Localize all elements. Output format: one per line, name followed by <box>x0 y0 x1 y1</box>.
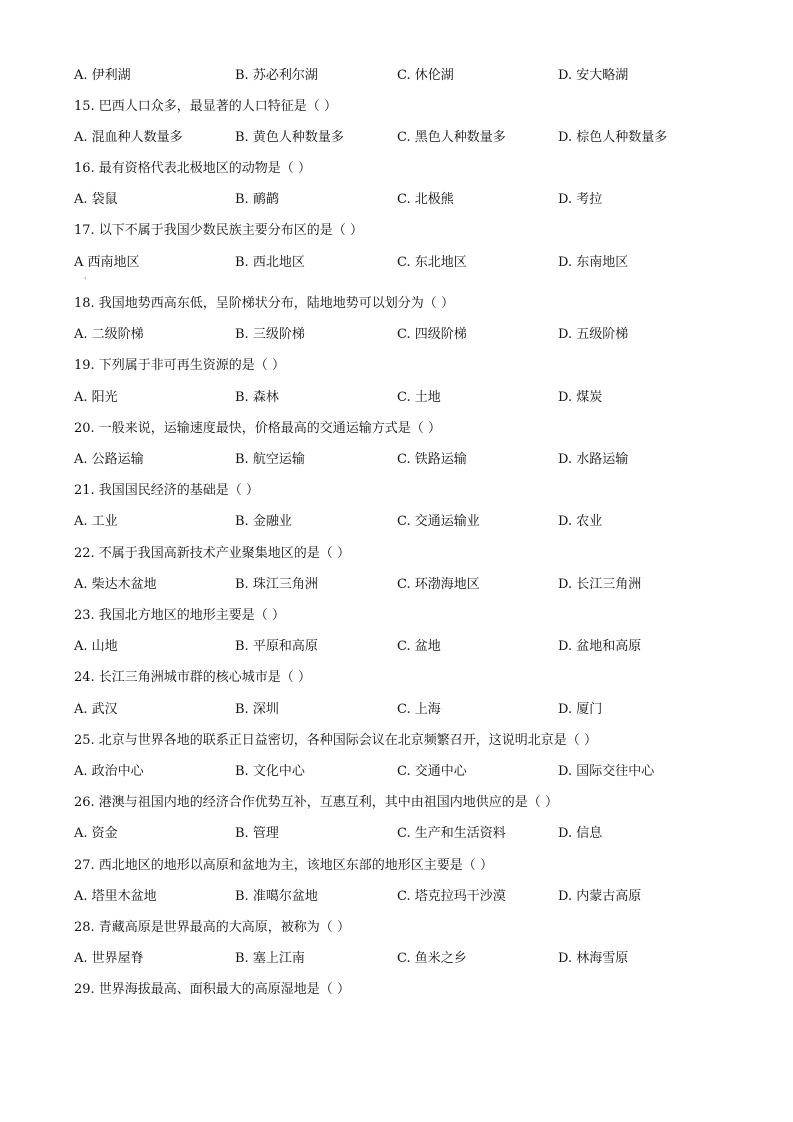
options-row <box>0 824 793 844</box>
options-row <box>0 700 793 720</box>
option-c: C. 休伦湖 <box>397 68 454 83</box>
option-a: A. 资金 <box>74 826 118 841</box>
options-row <box>0 450 793 470</box>
option-b: B. 文化中心 <box>235 764 305 779</box>
options-row <box>0 762 793 782</box>
option-a: A 西南地区 <box>74 255 140 270</box>
option-b: B. 塞上江南 <box>235 951 305 966</box>
question-text: 23. 我国北方地区的地形主要是（ ） <box>74 608 285 623</box>
option-a: A. 塔里木盆地 <box>74 889 157 904</box>
question-text: 29. 世界海拔最高、面积最大的高原湿地是（ ） <box>74 982 350 997</box>
option-a: A. 工业 <box>74 514 118 529</box>
option-c: C. 环渤海地区 <box>397 577 480 592</box>
question-text: 17. 以下不属于我国少数民族主要分布区的是（ ） <box>74 223 363 238</box>
options-row <box>0 66 793 86</box>
question-stem <box>0 668 793 688</box>
question-stem <box>0 159 793 179</box>
question-stem <box>0 856 793 876</box>
option-a: A. 阳光 <box>74 390 118 405</box>
option-b: B. 苏必利尔湖 <box>235 68 318 83</box>
question-stem <box>0 294 793 314</box>
question-stem <box>0 97 793 117</box>
options-row <box>0 512 793 532</box>
option-c: C. 生产和生活资料 <box>397 826 506 841</box>
option-d: D. 安大略湖 <box>558 68 629 83</box>
option-c: C. 盆地 <box>397 639 441 654</box>
question-text: 28. 青藏高原是世界最高的大高原，被称为（ ） <box>74 920 350 935</box>
options-row <box>0 575 793 595</box>
question-stem <box>0 221 793 241</box>
options-row <box>0 325 793 345</box>
option-d: D. 长江三角洲 <box>558 577 642 592</box>
option-d: D. 内蒙古高原 <box>558 889 642 904</box>
option-b: B. 三级阶梯 <box>235 327 305 342</box>
option-d: D. 棕色人种数量多 <box>558 130 668 145</box>
option-b: B. 西北地区 <box>235 255 305 270</box>
option-b: B. 黄色人种数量多 <box>235 130 344 145</box>
question-text: 18. 我国地势西高东低，呈阶梯状分布，陆地地势可以划分为（ ） <box>74 296 454 311</box>
option-a: A. 柴达木盆地 <box>74 577 157 592</box>
question-stem <box>0 606 793 626</box>
option-a: A. 世界屋脊 <box>74 951 144 966</box>
option-a: A. 公路运输 <box>74 452 144 467</box>
question-stem <box>0 356 793 376</box>
question-stem <box>0 544 793 564</box>
option-d: D. 东南地区 <box>558 255 629 270</box>
option-a: A. 二级阶梯 <box>74 327 144 342</box>
question-text: 16. 最有资格代表北极地区的动物是（ ） <box>74 161 311 176</box>
option-c: C. 四级阶梯 <box>397 327 467 342</box>
question-stem <box>0 481 793 501</box>
options-row <box>0 388 793 408</box>
option-c: C. 交通运输业 <box>397 514 480 529</box>
option-c: C. 塔克拉玛干沙漠 <box>397 889 506 904</box>
option-a: A. 政治中心 <box>74 764 144 779</box>
question-stem <box>0 731 793 751</box>
option-d: D. 国际交往中心 <box>558 764 655 779</box>
question-text: 20. 一般来说，运输速度最快，价格最高的交通运输方式是（ ） <box>74 421 441 436</box>
option-c: C. 鱼米之乡 <box>397 951 467 966</box>
option-d: D. 农业 <box>558 514 603 529</box>
question-stem <box>0 419 793 439</box>
option-d: D. 煤炭 <box>558 390 603 405</box>
option-b: B. 管理 <box>235 826 279 841</box>
question-stem <box>0 980 793 1000</box>
options-row <box>0 949 793 969</box>
option-a: A. 袋鼠 <box>74 192 118 207</box>
options-row <box>0 128 793 148</box>
question-text: 15. 巴西人口众多，最显著的人口特征是（ ） <box>74 99 337 114</box>
option-a: A. 伊利湖 <box>74 68 131 83</box>
question-text: 19. 下列属于非可再生资源的是（ ） <box>74 358 285 373</box>
stray-mark: · <box>84 274 87 283</box>
option-c: C. 交通中心 <box>397 764 467 779</box>
option-d: D. 厦门 <box>558 702 603 717</box>
option-a: A. 混血种人数量多 <box>74 130 183 145</box>
options-row <box>0 637 793 657</box>
option-a: A. 山地 <box>74 639 118 654</box>
option-b: B. 珠江三角洲 <box>235 577 318 592</box>
question-text: 22. 不属于我国高新技术产业聚集地区的是（ ） <box>74 546 350 561</box>
options-row <box>0 190 793 210</box>
option-b: B. 金融业 <box>235 514 292 529</box>
option-d: D. 水路运输 <box>558 452 629 467</box>
question-text: 25. 北京与世界各地的联系正日益密切，各种国际会议在北京频繁召开，这说明北京是（ ） <box>74 733 597 748</box>
question-stem <box>0 793 793 813</box>
question-text: 24. 长江三角洲城市群的核心城市是（ ） <box>74 670 311 685</box>
question-stem <box>0 918 793 938</box>
option-d: D. 盆地和高原 <box>558 639 642 654</box>
question-text: 27. 西北地区的地形以高原和盆地为主，该地区东部的地形区主要是（ ） <box>74 858 493 873</box>
option-b: B. 森林 <box>235 390 279 405</box>
option-b: B. 航空运输 <box>235 452 305 467</box>
option-d: D. 信息 <box>558 826 603 841</box>
option-b: B. 鸸鹋 <box>235 192 279 207</box>
option-b: B. 平原和高原 <box>235 639 318 654</box>
option-b: B. 深圳 <box>235 702 279 717</box>
option-c: C. 铁路运输 <box>397 452 467 467</box>
option-a: A. 武汉 <box>74 702 118 717</box>
option-d: D. 林海雪原 <box>558 951 629 966</box>
option-c: C. 东北地区 <box>397 255 467 270</box>
question-text: 26. 港澳与祖国内地的经济合作优势互补，互惠互利，其中由祖国内地供应的是（ ） <box>74 795 558 810</box>
option-c: C. 黑色人种数量多 <box>397 130 506 145</box>
option-d: D. 五级阶梯 <box>558 327 629 342</box>
option-d: D. 考拉 <box>558 192 603 207</box>
option-b: B. 准噶尔盆地 <box>235 889 318 904</box>
question-text: 21. 我国国民经济的基础是（ ） <box>74 483 259 498</box>
option-c: C. 上海 <box>397 702 441 717</box>
option-c: C. 北极熊 <box>397 192 454 207</box>
options-row <box>0 253 793 273</box>
options-row <box>0 887 793 907</box>
option-c: C. 土地 <box>397 390 441 405</box>
